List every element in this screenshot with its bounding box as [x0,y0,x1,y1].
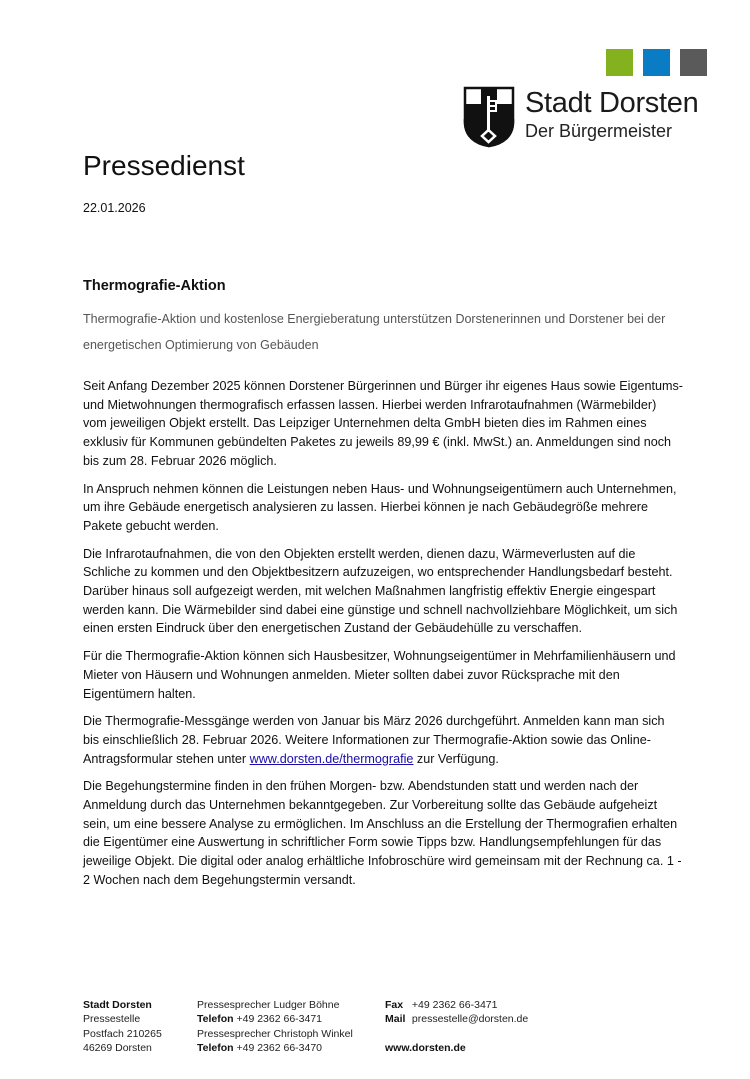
footer-mail-label: Mail [385,1013,406,1026]
city-logo [463,86,698,148]
paragraph: Die Infrarotaufnahmen, die von den Objekten erstellt werden, dienen dazu, Wärmeverlusten auf die Schliche zu kommen und den Objektbesitzern aufzuzeigen, wo entsprechender Handlungsbedarf besteht. Darüber hinaus soll aufgezeigt werden, mit welchen Maßnahmen langfristig effektiv Energie eingespart werden kann. Die Wärmebilder sind dabei eine günstige und schnell nachvollziehbare Möglichkeit, um sich einen ersten Eindruck über den energetischen Zustand der Gebäudehülle zu verschaffen. [83,546,678,636]
headline: Thermografie-Aktion [83,278,226,294]
footer-org: Stadt Dorsten [83,999,152,1011]
footer-speaker-2: Pressesprecher Christoph Winkel [197,1027,353,1040]
paragraph: Die Begehungstermine finden in den frühen Morgen- bzw. Abendstunden statt und werden nach der Anmeldung durch das Unternehmen bekanntgegeben. Zur Vorbereitung sollte das Gebäude aufgeheizt sein, um eine bessere Analyse zu ermöglichen. Im Anschluss an die Erstellung der Thermografien erhalten die Eigentümer eine Auswertung in schriftlicher Form sowie Tipps bzw. Handlungsempfehlungen für das jeweilige Objekt. Die digital oder analog erhältliche Infobroschüre wird gemeinsam mit der Rechnung ca. 1 - 2 Wochen nach dem Begehungstermin versandt. [83,779,682,887]
brand-color-squares [606,49,707,76]
document-date: 22.01.2026 [83,201,146,215]
footer-fax-label: Fax [385,999,404,1011]
footer-website[interactable]: www.dorsten.de [385,1041,466,1054]
brand-square-green [606,49,633,76]
footer-contacts [197,998,353,1055]
footer-mail[interactable]: pressestelle@dorsten.de [411,1013,529,1026]
subheadline: Thermografie-Aktion und kostenlose Energieberatung unterstützen Dorstenerinnen und Dorstener bei der energetischen Optimierung von Gebäuden [83,312,666,352]
paragraph-text: zur Verfügung. [413,751,499,766]
footer-address [83,998,162,1055]
footer-speaker-1: Pressesprecher Ludger Böhne [197,999,340,1011]
logo-title: Stadt Dorsten [525,87,699,119]
paragraph-text: Die Thermografie-Messgänge werden von Januar bis März 2026 durchgeführt. Anmelden kann man sich bis einschließlich 28. Februar 2026. Weitere Informationen zur Thermografie-Aktion sowie das Online-Antragsformular stehen unter [83,714,665,766]
page-title: Pressedienst [83,150,245,181]
footer-dept: Pressestelle [83,1013,141,1026]
paragraph: Seit Anfang Dezember 2025 können Dorstener Bürgerinnen und Bürger ihr eigenes Haus sowie Eigentums- und Mietwohnungen thermografisch erfassen lassen. Hierbei werden Infrarotaufnahmen (Wärmebilder) vom jeweiligen Objekt erstellt. Das Leipziger Unternehmen delta GmbH bieten dies im Rahmen eines exklusiv für Kommunen gebündelten Paketes zu jeweils 89,99 € (inkl. MwSt.) an. Anmeldungen sind noch bis zum 28. Februar 2026 möglich. [83,379,683,468]
logo-subtitle: Der Bürgermeister [525,121,673,141]
footer-other [385,998,528,1055]
footer-phone-label: Telefon [197,1013,234,1026]
footer-phone-label: Telefon [197,1041,234,1054]
paragraph-with-link [83,712,683,768]
paragraph: Für die Thermografie-Aktion können sich Hausbesitzer, Wohnungseigentümer in Mehrfamilienhäusern und Mieter von Häusern und Wohnungen anmelden. Mieter sollten dabei zuvor Rücksprache mit den Eigentümern halten. [83,649,676,701]
paragraph: In Anspruch nehmen können die Leistungen neben Haus- und Wohnungseigentümern auch Unternehmen, um ihre Gebäude energetisch analysieren zu lassen. Hierbei können je nach Gebäudegröße mehrere Pakete gebucht werden. [83,481,677,533]
footer-fax: +49 2362 66-3471 [411,999,498,1011]
footer-postbox: Postfach 210265 [83,1027,162,1040]
brand-square-gray [680,49,707,76]
footer-phone-1: +49 2362 66-3471 [236,1013,323,1026]
coat-of-arms-key-icon [463,86,515,148]
thermografie-link[interactable]: www.dorsten.de/thermografie [249,751,414,766]
article-body [83,377,683,899]
footer-phone-2: +49 2362 66-3470 [236,1041,323,1054]
brand-square-blue [643,49,670,76]
footer-city: 46269 Dorsten [83,1041,152,1054]
